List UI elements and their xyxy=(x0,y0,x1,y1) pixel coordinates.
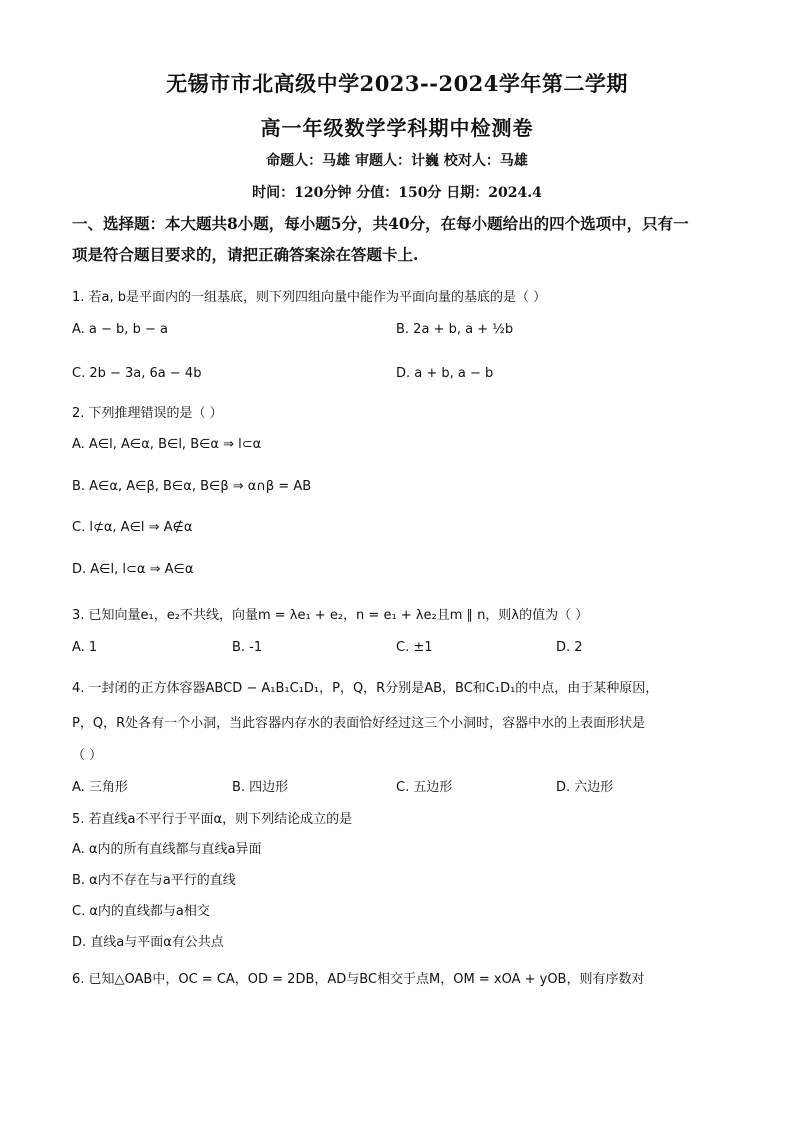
question-5-stem: 5. 若直线a不平行于平面α，则下列结论成立的是 xyxy=(72,812,353,827)
staff-line: 命题人：马雄 审题人：计巍 校对人：马雄 xyxy=(266,153,528,169)
question-5-option-c[interactable]: C. α内的直线都与a相交 xyxy=(72,904,210,919)
question-3-option-a[interactable]: A. 1 xyxy=(72,640,98,655)
question-4-option-a[interactable]: A. 三角形 xyxy=(72,780,128,795)
question-6-stem: 6. 已知△OAB中，OC = CA，OD = 2DB，AD与BC相交于点M，OM = xOA + yOB，则有序数对 xyxy=(72,972,645,987)
question-2-option-c[interactable]: C. l⊄α, A∈l ⇒ A∉α xyxy=(72,520,193,535)
question-2-option-a[interactable]: A. A∈l, A∈α, B∈l, B∈α ⇒ l⊂α xyxy=(72,437,262,452)
question-2-option-b[interactable]: B. A∈α, A∈β, B∈α, B∈β ⇒ α∩β = AB xyxy=(72,479,312,494)
question-5-option-b[interactable]: B. α内不存在与a平行的直线 xyxy=(72,873,236,888)
question-2-option-d[interactable]: D. A∈l, l⊂α ⇒ A∈α xyxy=(72,562,194,577)
question-1-option-c[interactable]: C. 2b − 3a, 6a − 4b xyxy=(72,366,202,381)
section-heading-line1: 一、选择题：本大题共8小题，每小题5分，共40分，在每小题给出的四个选项中，只有一 xyxy=(72,214,689,233)
page-subtitle: 高一年级数学学科期中检测卷 xyxy=(260,116,534,140)
section-heading-line2: 项是符合题目要求的，请把正确答案涂在答题卡上. xyxy=(72,245,419,264)
question-3-option-b[interactable]: B. -1 xyxy=(232,640,263,655)
question-4-stem-line3: （ ） xyxy=(72,748,103,763)
question-4-stem-line1: 4. 一封闭的正方体容器ABCD − A₁B₁C₁D₁，P，Q，R分别是AB，BC和C₁D₁的中点，由于某种原因， xyxy=(72,681,659,696)
question-3-option-d[interactable]: D. 2 xyxy=(556,640,583,655)
question-3-stem: 3. 已知向量e₁，e₂不共线，向量m = λe₁ + e₂，n = e₁ + λe₂且m ∥ n，则λ的值为（ ） xyxy=(72,608,589,623)
question-4-option-d[interactable]: D. 六边形 xyxy=(556,780,614,795)
question-4-option-c[interactable]: C. 五边形 xyxy=(396,780,453,795)
question-1-option-a[interactable]: A. a − b, b − a xyxy=(72,322,168,337)
section-heading xyxy=(72,208,732,270)
page-title: 无锡市市北高级中学2023--2024学年第二学期 xyxy=(166,71,628,96)
question-1-option-d[interactable]: D. a + b, a − b xyxy=(396,366,494,381)
question-4-stem-line2: P，Q，R处各有一个小洞，当此容器内存水的表面恰好经过这三个小洞时，容器中水的上表面形状是 xyxy=(72,716,646,731)
question-4-option-b[interactable]: B. 四边形 xyxy=(232,780,289,795)
question-5-option-a[interactable]: A. α内的所有直线都与直线a异面 xyxy=(72,842,262,857)
question-2-stem: 2. 下列推理错误的是（ ） xyxy=(72,406,223,421)
exam-info-line: 时间：120分钟 分值：150分 日期：2024.4 xyxy=(252,185,542,201)
question-1-option-b[interactable]: B. 2a + b, a + ½b xyxy=(396,322,514,337)
question-3-option-c[interactable]: C. ±1 xyxy=(396,640,433,655)
question-1-stem: 1. 若a, b是平面内的一组基底，则下列四组向量中能作为平面向量的基底的是（ ） xyxy=(72,290,547,305)
question-5-option-d[interactable]: D. 直线a与平面α有公共点 xyxy=(72,935,224,950)
